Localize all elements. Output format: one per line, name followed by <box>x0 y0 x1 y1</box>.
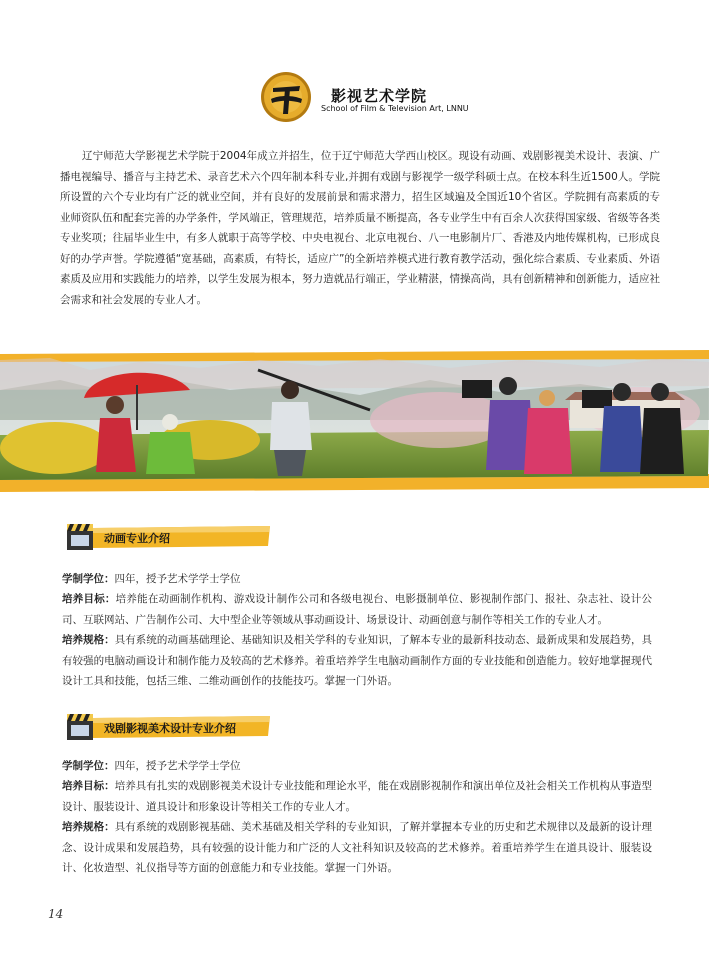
school-logo <box>261 72 311 122</box>
spec-label: 培养规格： <box>62 821 115 833</box>
spec-line <box>62 817 652 879</box>
intro-paragraph: 辽宁师范大学影视艺术学院于2004年成立并招生，位于辽宁师范大学西山校区。现设有动画、戏剧影视美术设计、表演、广播电视编导、播音与主持艺术、录音艺术六个四年制本科专业,并拥有戏剧与影视学一级学科硕士点。在校本科生近1500人。学院所设置的六个专业均有广泛的就业空间，并有良好的发展前景和需求潜力，招生区域遍及全国近10个省区。学院拥有高素质的专业师资队伍和配套完善的办学条件，学风端正，管理规范，培养质量不断提高，各专业学生中有百余人次获得国家级、省级等各类专业奖项；往届毕业生中，有多人就职于高等学校、中央电视台、北京电视台、八一电影制片厂、香港及内地传媒机构，已形成良好的办学声誉。学院遵循“宽基础，高素质，有特长，适应广”的全新培养模式进行教育教学活动，强化综合素质、专业素质、外语素质及应用和实践能力的培养，以学生发展为根本，努力造就品行端正，学业精湛，情操高尚，具有创新精神和创新能力，适应社会需求和社会发展的专业人才。 <box>60 150 660 306</box>
goal-text: 培养能在动画制作机构、游戏设计制作公司和各级电视台、电影摄制单位、影视制作部门、报社、杂志社、设计公司、互联网站、广告制作公司、大中型企业等领域从事动画设计、场景设计、动画创意与制作等相关工作的专业人才。 <box>62 593 653 626</box>
spec-label: 培养规格： <box>62 634 115 646</box>
degree-label: 学制学位： <box>62 760 115 772</box>
goal-label: 培养目标： <box>62 780 115 792</box>
banner-photo <box>0 350 709 496</box>
school-name-cn: 影视艺术学院 <box>331 87 428 105</box>
section-title: 动画专业介绍 <box>104 532 170 545</box>
goal-label: 培养目标： <box>62 593 116 605</box>
section-title: 戏剧影视美术设计专业介绍 <box>104 722 236 735</box>
goal-line <box>62 776 652 817</box>
spec-text: 具有系统的动画基础理论、基础知识及相关学科的专业知识，了解本专业的最新科技动态、最新成果和发展趋势，具有较强的电脑动画设计和制作能力及较高的艺术修养。着重培养学生电脑动画制作方面的专业技能和创造能力。较好地掌握现代设计工具和技能，包括三维、二维动画创作的技能技巧。掌握一门外语。 <box>62 634 653 687</box>
school-name-en: School of Film & Television Art, LNNU <box>321 104 469 113</box>
degree-text: 四年，授予艺术学学士学位 <box>114 760 241 772</box>
goal-text: 培养具有扎实的戏剧影视美术设计专业技能和理论水平，能在戏剧影视制作和演出单位及社会相关工作机构从事造型设计、服装设计、道具设计和形象设计等相关工作的专业人才。 <box>62 780 653 813</box>
spec-line <box>62 630 652 692</box>
degree-label: 学制学位： <box>62 573 115 585</box>
degree-line <box>62 756 652 777</box>
goal-line <box>62 589 652 630</box>
degree-text: 四年，授予艺术学学士学位 <box>114 573 241 585</box>
spec-text: 具有系统的戏剧影视基础、美术基础及相关学科的专业知识，了解并掌握本专业的历史和艺术规律以及最新的设计理念、设计成果和发展趋势，具有较强的设计能力和广泛的人文社科知识及较高的艺术修养。着重培养学生在道具设计、服装设计、化妆造型、礼仪指导等方面的创意能力和专业技能。掌握一门外语。 <box>62 821 653 874</box>
page-number: 14 <box>48 907 64 921</box>
degree-line <box>62 569 652 590</box>
